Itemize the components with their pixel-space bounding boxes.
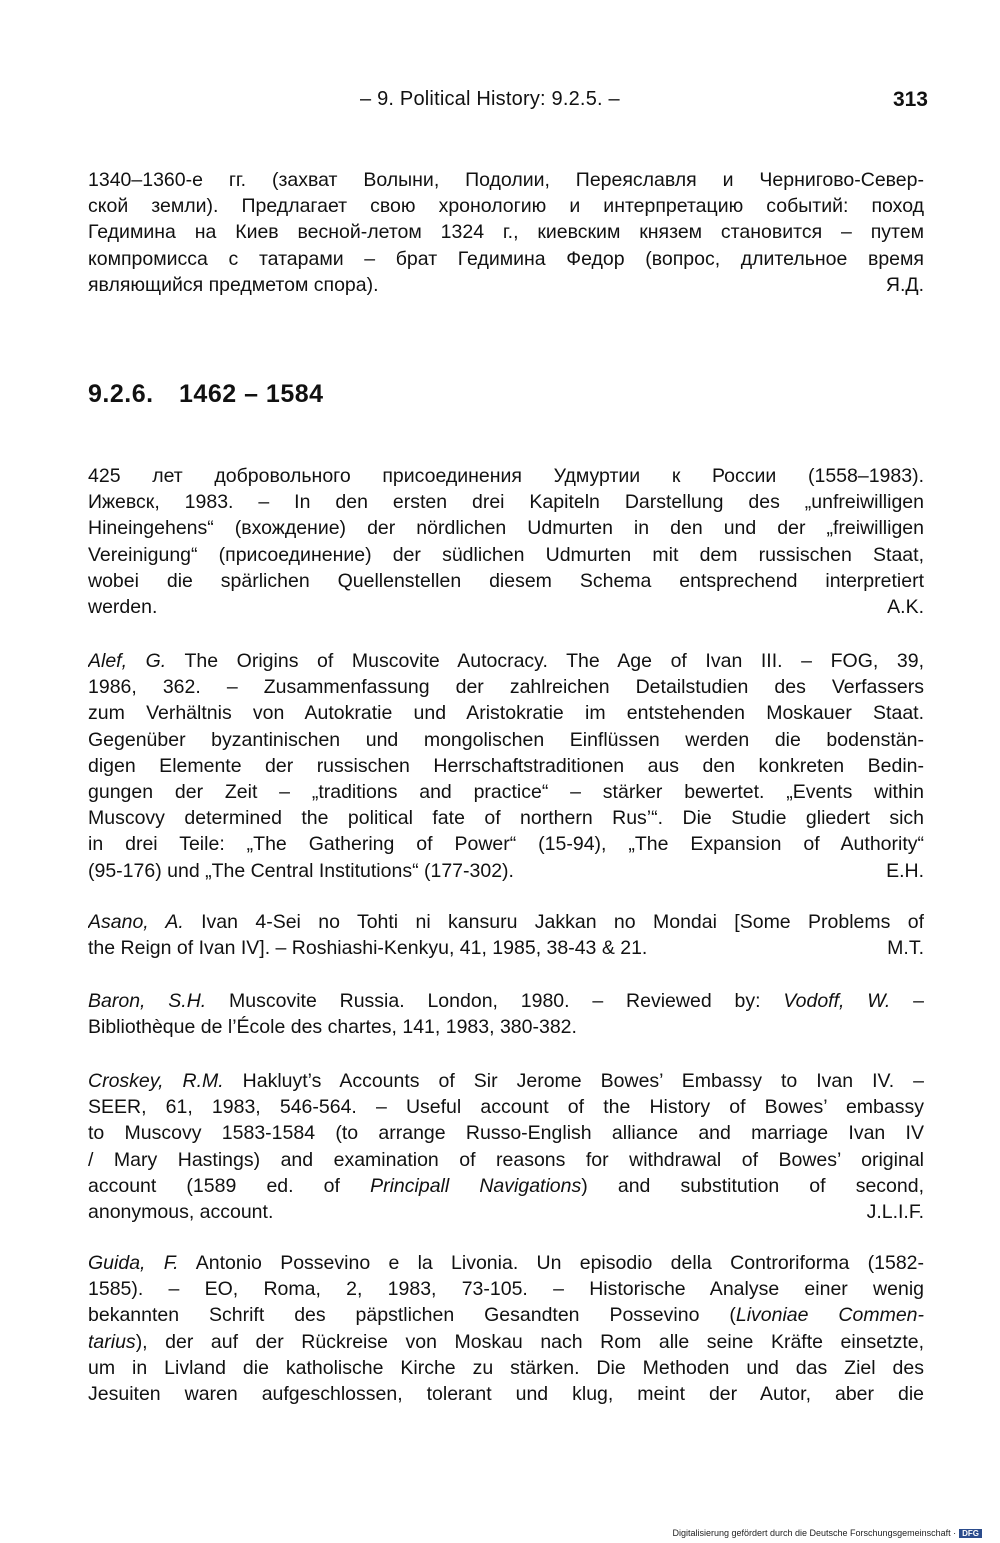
bibliography-entry [88,909,924,961]
text-line: digen Elemente der russischen Herrschaftstraditionen aus den konkreten Bedin- [88,754,924,777]
text-line [88,858,924,884]
bibliography-entry [88,1068,924,1225]
text-line: 1585). – EO, Roma, 2, 1983, 73-105. – Historische Analyse einer wenig [88,1278,924,1301]
last-line: (95-176) und „The Central Institutions“ (177-302). [88,859,514,882]
text-line: in drei Teile: „The Gathering of Power“ (15-94), „The Expansion of Authority“ [88,833,924,856]
bibliography-entry [88,648,924,884]
section-heading [88,380,324,409]
last-line: the Reign of Ivan IV]. – Roshiashi-Kenkyu, 41, 1985, 38-43 & 21. [88,937,648,960]
text-line [88,1199,924,1225]
text-line [88,1329,924,1355]
text-line: Jesuiten waren aufgeschlossen, tolerant und klug, meint der Autor, aber die [88,1383,924,1406]
text-line: компромисса с татарами – брат Гедимина Федор (вопрос, длительное время [88,247,924,270]
text-line [88,272,924,298]
text-line [88,988,924,1014]
running-title: – 9. Political History: 9.2.5. – [360,88,620,110]
entry-title: Ivan 4-Sei no Tohti ni kansuru Jakkan no Mondai [Some Problems of [183,911,924,933]
text-line: / Mary Hastings) and examination of reasons for withdrawal of Bowes’ original [88,1148,924,1171]
entry-title: Hakluyt’s Accounts of Sir Jerome Bowes’ Embassy to Ivan IV. – [223,1070,924,1092]
page-header [0,88,1000,118]
text-span: ), der auf der Rückreise von Moskau nach Rom alle seine Kräfte einsetzte, [135,1330,924,1353]
text-span: bekannten Schrift des päpstlichen Gesandten Possevino ( [88,1304,736,1327]
text-line: 1340–1360-е гг. (захват Волыни, Подолии, Переяславля и Чернигово-Север- [88,169,924,191]
reviewer-signature: M.T. [887,937,924,960]
digitization-footer [672,1528,982,1538]
section-title: 1462 – 1584 [179,380,324,408]
entry-title: Antonio Possevino e la Livonia. Un episodio della Controriforma (1582- [178,1252,924,1274]
dash: – [890,990,924,1012]
reviewer-signature: J.L.I.F. [866,1201,924,1224]
text-line: Muscovy determined the political fate of northern Rus’“. Die Studie gliedert sich [88,807,924,830]
text-line: 425 лет добровольного присоединения Удмуртии к России (1558–1983). [88,465,924,487]
reviewer-signature: A.K. [887,596,924,619]
entry-author: Guida, F. [88,1252,179,1274]
section-number: 9.2.6. [88,380,154,408]
text-line: Bibliothèque de l’École des chartes, 141, 1983, 380-382. [88,1016,577,1039]
work-title: tarius [88,1330,136,1353]
text-line: gungen der Zeit – „traditions and practice“ – stärker bewertet. „Events within [88,781,924,804]
text-line [88,648,924,674]
entry-author: Asano, A. [88,911,184,933]
work-title: Livoniae Commen- [735,1304,924,1327]
bibliography-entry [88,1250,924,1407]
text-line [88,935,924,961]
reviewer-name: Vodoff, W. [783,990,891,1012]
text-line [88,594,924,620]
entry-author: Alef, G. [88,650,167,672]
text-span: account (1589 ed. of [88,1174,371,1197]
text-line: SEER, 61, 1983, 546-564. – Useful account of the History of Bowes’ embassy [88,1096,924,1119]
entry-author: Croskey, R.M. [88,1070,224,1092]
intro-entry [88,167,924,298]
text-line: um in Livland die katholische Kirche zu stärken. Die Methoden und das Ziel des [88,1356,924,1379]
bibliography-entry [88,463,924,620]
last-line: являющийся предметом спора). [88,273,379,296]
last-line: anonymous, account. [88,1201,274,1224]
text-line: wobei die spärlichen Quellenstellen diesem Schema entsprechend interpretiert [88,569,924,592]
text-line [88,1068,924,1094]
bibliography-entry [88,988,924,1040]
text-line [88,1302,924,1328]
reviewer-signature: Я.Д. [885,273,924,296]
text-line [88,1173,924,1199]
entry-author: Baron, S.H. [88,990,207,1012]
entry-title: Muscovite Russia. London, 1980. – Reviewed by: [206,990,784,1012]
text-line: 1986, 362. – Zusammenfassung der zahlreichen Detailstudien des Verfassers [88,676,924,699]
text-line: zum Verhältnis von Autokratie und Aristokratie im entstehenden Moskauer Staat. [88,702,924,725]
text-line: to Muscovy 1583-1584 (to arrange Russo-English alliance and marriage Ivan IV [88,1122,924,1145]
page-number: 313 [892,88,928,111]
text-line: Ижевск, 1983. – In den ersten drei Kapiteln Darstellung des „unfreiwilligen [88,491,924,514]
work-title: Principall Navigations [370,1174,582,1197]
text-line: Гедимина на Киев весной-летом 1324 г., киевским князем становится – путем [88,221,924,244]
text-line: Vereinigung“ (присоединение) der südlichen Udmurten mit dem russischen Staat, [88,543,924,566]
text-line: Gegenüber byzantinischen und mongolischen Einflüssen werden die bodenstän- [88,728,924,751]
entry-title: The Origins of Muscovite Autocracy. The Age of Ivan III. – FOG, 39, [166,650,924,672]
text-line [88,1250,924,1276]
text-line: ской земли). Предлагает свою хронологию и интерпретацию событий: поход [88,195,924,218]
dfg-logo-icon: DFG [959,1529,982,1538]
text-line [88,909,924,935]
text-line: Hineingehens“ (вхождение) der nördlichen Udmurten in den und der „freiwilligen [88,517,924,540]
last-line: werden. [88,596,158,619]
footer-text: Digitalisierung gefördert durch die Deutsche Forschungsgemeinschaft · [672,1528,957,1538]
text-span: ) and substitution of second, [581,1174,924,1197]
reviewer-signature: E.H. [886,859,924,882]
